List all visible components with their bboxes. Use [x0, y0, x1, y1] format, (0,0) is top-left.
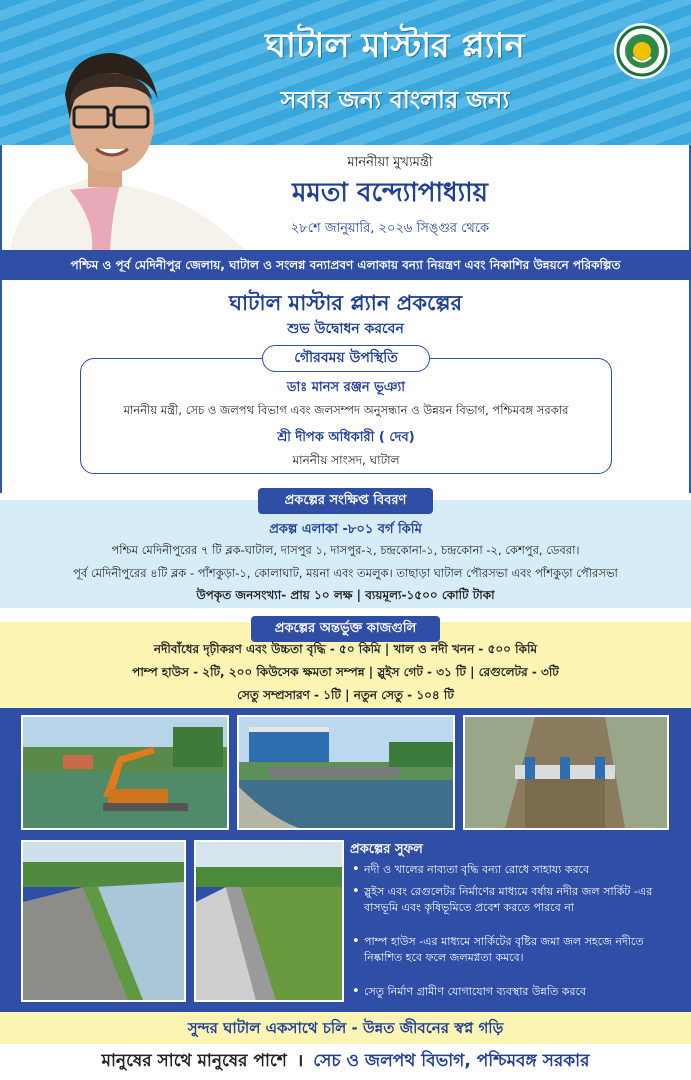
- guest-2-designation: মাননীয় সাংসদ, ঘাটাল: [292, 453, 400, 467]
- works-line-1: নদীবাঁধের দৃঢ়ীকরণ এবং উচ্চতা বৃদ্ধি - ৫০ কিমি | খাল ও নদী খনন - ৫০০ কিমি: [153, 642, 538, 656]
- event-date-venue: ২৮শে জানুয়ারি, ২০২৬ সিঙ্গুর থেকে: [290, 221, 490, 236]
- benefits-heading: প্রকল্পের সুফল: [350, 842, 423, 857]
- benefit-item: • নদী ও খালের নাব্যতা বৃদ্ধি বন্যা রোধে সাহায্য করবে: [350, 862, 675, 878]
- launch-title: ঘাটাল মাস্টার প্ল্যান প্রকল্পের: [228, 291, 463, 315]
- embankment-photo: [21, 840, 186, 1002]
- footer-separator: ।: [296, 1051, 304, 1071]
- project-purpose-banner: পশ্চিম ও পূর্ব মেদিনীপুর জেলায়, ঘাটাল ও সংলগ্ন বন্যাপ্রবণ এলাকায় বন্যা নিয়ন্ত্রণ এবং নিকাশির উন্নয়নে পরিকল্পিত: [0, 250, 691, 280]
- canal-photo: [194, 840, 344, 1002]
- guest-2-name: শ্রী দীপক অধিকারী ( দেব): [277, 430, 415, 445]
- works-heading: প্রকল্পের অন্তর্ভুক্ত কাজগুলি: [251, 616, 440, 642]
- summary-line-3: উপকৃত জনসংখ্যা- প্রায় ১০ লক্ষ | ব্যয়মূল্য-১৫০০ কোটি টাকা: [196, 588, 495, 602]
- works-line-2: পাম্প হাউস - ২টি, ২০০ কিউসেক ক্ষমতা সম্পন্ন | স্লুইস গেট - ৩১ টি | রেগুলেটর - ৩টি: [132, 665, 559, 679]
- footer-department: সেচ ও জলপথ বিভাগ, পশ্চিমবঙ্গ সরকার: [313, 1051, 590, 1071]
- footer-slogan: মানুষের সাথে মানুষের পাশে: [101, 1051, 287, 1071]
- guests-heading: গৌরবময় উপস্থিতি: [262, 345, 430, 372]
- chief-minister-portrait: [0, 45, 248, 250]
- summary-heading: প্রকল্পের সংক্ষিপ্ত বিবরণ: [258, 488, 433, 514]
- sluice-gate-photo: [463, 715, 669, 830]
- cm-name: মমতা বন্দ্যোপাধ্যায়: [292, 178, 488, 208]
- benefit-item: • স্লুইস এবং রেগুলেটর নির্মাণের মাধ্যমে বর্ষায় নদীর জল সার্কিট -এর বাসভূমি এবং কৃষিভূমিতে প্রবেশ করতে পারবে না: [350, 884, 675, 916]
- west-bengal-govt-seal-icon: [613, 22, 671, 80]
- excavator-photo: [21, 715, 229, 830]
- benefit-item: • পাম্প হাউস -এর মাধ্যমে সার্কিটের বৃষ্টির জমা জল সহজে নদীতে নিষ্কাশিত হবে ফলে জলমগ্নতা কমবে।: [350, 934, 675, 966]
- summary-line-2: পূর্ব মেদিনীপুরের ৪টি ব্লক - পাঁশকুড়া-১, কোলাঘাট, ময়না এবং তমলুক। তাছাড়া ঘাটাল পৌরসভা এবং পাঁশকুড়া পৌরসভা: [73, 566, 618, 580]
- poster-title: ঘাটাল মাস্টার প্ল্যান: [265, 26, 525, 66]
- tagline: সুন্দর ঘাটাল একসাথে চলি - উন্নত জীবনের স্বপ্ন গড়ি: [0, 1012, 691, 1044]
- poster-subtitle: সবার জন্য বাংলার জন্য: [280, 86, 510, 114]
- cm-designation: মাননীয়া মুখ্যমন্ত্রী: [347, 155, 433, 170]
- guest-1-name: ডাঃ মানস রঞ্জন ভূঞ্যা: [286, 380, 406, 395]
- footer: [0, 1044, 691, 1080]
- summary-area: প্রকল্প এলাকা -৮০১ বর্গ কিমি: [269, 522, 422, 537]
- benefit-item: • সেতু নির্মাণ গ্রামীণ যোগাযোগ ব্যবস্থার উন্নতি করবে: [350, 984, 675, 1000]
- pump-house-photo: [237, 715, 455, 830]
- launch-subtitle: শুভ উদ্বোধন করবেন: [287, 321, 404, 337]
- guest-1-designation: মাননীয় মন্ত্রী, সেচ ও জলপথ বিভাগ এবং জলসম্পদ অনুসন্ধান ও উন্নয়ন বিভাগ, পশ্চিমবঙ্গ সরকার: [123, 403, 569, 417]
- summary-line-1: পশ্চিম মেদিনীপুরের ৭ টি ব্লক-ঘাটাল, দাসপুর ১, দাসপুর-২, চন্দ্রকোনা-১, চন্দ্রকোনা -২, কেশপুর, ডেবরা।: [111, 543, 580, 557]
- works-line-3: সেতু সম্প্রসারণ - ১টি | নতুন সেতু - ১০৪ টি: [237, 688, 454, 702]
